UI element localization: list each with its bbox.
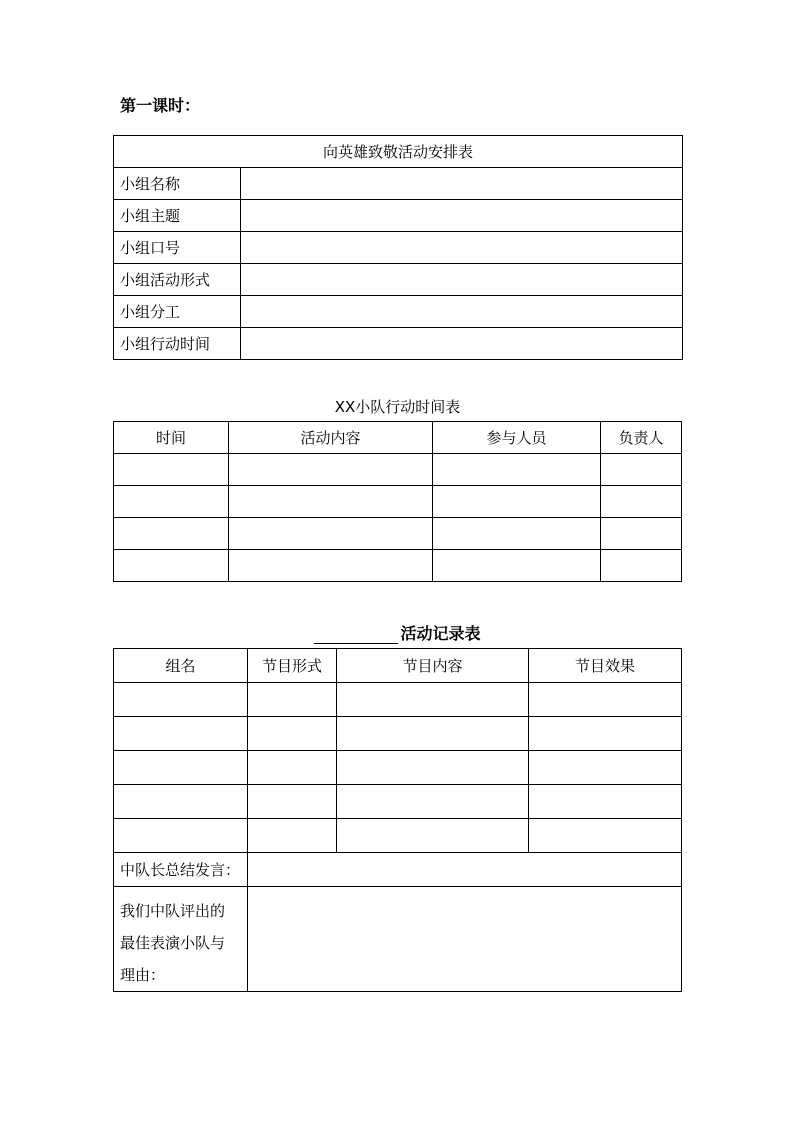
header-row bbox=[114, 422, 682, 454]
empty-cell[interactable] bbox=[529, 683, 682, 717]
empty-cell[interactable] bbox=[229, 550, 433, 582]
empty-cell[interactable] bbox=[529, 785, 682, 819]
empty-cell[interactable] bbox=[529, 819, 682, 853]
row-value-cell[interactable] bbox=[241, 296, 683, 328]
best-team-label-line: 我们中队评出的 bbox=[120, 902, 226, 920]
empty-cell[interactable] bbox=[114, 486, 229, 518]
empty-cell[interactable] bbox=[433, 550, 601, 582]
column-header: 活动内容 bbox=[229, 422, 433, 454]
empty-cell[interactable] bbox=[114, 717, 248, 751]
empty-cell[interactable] bbox=[337, 751, 529, 785]
header-row bbox=[114, 649, 682, 683]
table-row bbox=[114, 683, 682, 717]
summary-row bbox=[114, 853, 682, 887]
table-title-row bbox=[114, 136, 683, 168]
empty-cell[interactable] bbox=[601, 550, 682, 582]
schedule-table-caption: XX小队行动时间表 bbox=[334, 398, 461, 416]
empty-cell[interactable] bbox=[601, 486, 682, 518]
table-row bbox=[114, 518, 682, 550]
table-row bbox=[114, 200, 683, 232]
lesson-heading: 第一课时： bbox=[120, 96, 201, 115]
best-team-row bbox=[114, 887, 682, 992]
row-label: 小组行动时间 bbox=[114, 328, 241, 360]
empty-cell[interactable] bbox=[114, 751, 248, 785]
empty-cell[interactable] bbox=[248, 751, 337, 785]
empty-cell[interactable] bbox=[337, 785, 529, 819]
empty-cell[interactable] bbox=[601, 518, 682, 550]
column-header: 时间 bbox=[114, 422, 229, 454]
empty-cell[interactable] bbox=[114, 454, 229, 486]
empty-cell[interactable] bbox=[114, 683, 248, 717]
row-value-cell[interactable] bbox=[241, 168, 683, 200]
record-table-title: 活动记录表 bbox=[400, 624, 481, 643]
empty-cell[interactable] bbox=[114, 785, 248, 819]
column-header: 负责人 bbox=[601, 422, 682, 454]
activity-arrangement-table bbox=[113, 135, 683, 360]
empty-cell[interactable] bbox=[248, 819, 337, 853]
row-label: 小组主题 bbox=[114, 200, 241, 232]
empty-cell[interactable] bbox=[433, 486, 601, 518]
column-header: 节目形式 bbox=[248, 649, 337, 683]
row-value-cell[interactable] bbox=[241, 232, 683, 264]
empty-cell[interactable] bbox=[433, 454, 601, 486]
record-table-caption bbox=[113, 624, 682, 644]
empty-cell[interactable] bbox=[529, 717, 682, 751]
row-label: 小组口号 bbox=[114, 232, 241, 264]
empty-cell[interactable] bbox=[337, 683, 529, 717]
table-row bbox=[114, 454, 682, 486]
table-row bbox=[114, 819, 682, 853]
table-row bbox=[114, 785, 682, 819]
empty-cell[interactable] bbox=[229, 518, 433, 550]
empty-cell[interactable] bbox=[529, 751, 682, 785]
row-label: 小组分工 bbox=[114, 296, 241, 328]
empty-cell[interactable] bbox=[229, 486, 433, 518]
empty-cell[interactable] bbox=[433, 518, 601, 550]
empty-cell[interactable] bbox=[248, 683, 337, 717]
empty-cell[interactable] bbox=[337, 819, 529, 853]
column-header: 节目内容 bbox=[337, 649, 529, 683]
table-row bbox=[114, 328, 683, 360]
empty-cell[interactable] bbox=[114, 550, 229, 582]
table-row bbox=[114, 550, 682, 582]
table-row bbox=[114, 264, 683, 296]
column-header: 节目效果 bbox=[529, 649, 682, 683]
empty-cell[interactable] bbox=[337, 717, 529, 751]
table-title: 向英雄致敬活动安排表 bbox=[114, 136, 683, 168]
table-row bbox=[114, 486, 682, 518]
caption-blank-line[interactable] bbox=[314, 627, 398, 644]
best-team-label bbox=[114, 887, 248, 992]
empty-cell[interactable] bbox=[248, 785, 337, 819]
row-value-cell[interactable] bbox=[241, 328, 683, 360]
best-team-label-line: 最佳表演小队与 bbox=[120, 934, 226, 952]
row-label: 小组名称 bbox=[114, 168, 241, 200]
table-row bbox=[114, 751, 682, 785]
best-team-cell[interactable] bbox=[248, 887, 682, 992]
table-row bbox=[114, 717, 682, 751]
table-row bbox=[114, 168, 683, 200]
best-team-label-line: 理由： bbox=[120, 966, 166, 984]
empty-cell[interactable] bbox=[248, 717, 337, 751]
schedule-table bbox=[113, 421, 682, 582]
table-row bbox=[114, 296, 683, 328]
empty-cell[interactable] bbox=[601, 454, 682, 486]
empty-cell[interactable] bbox=[114, 518, 229, 550]
column-header: 参与人员 bbox=[433, 422, 601, 454]
empty-cell[interactable] bbox=[229, 454, 433, 486]
row-label: 小组活动形式 bbox=[114, 264, 241, 296]
activity-record-table bbox=[113, 648, 682, 992]
column-header: 组名 bbox=[114, 649, 248, 683]
empty-cell[interactable] bbox=[114, 819, 248, 853]
summary-label: 中队长总结发言： bbox=[114, 853, 248, 887]
row-value-cell[interactable] bbox=[241, 264, 683, 296]
summary-cell[interactable] bbox=[248, 853, 682, 887]
row-value-cell[interactable] bbox=[241, 200, 683, 232]
table-row bbox=[114, 232, 683, 264]
